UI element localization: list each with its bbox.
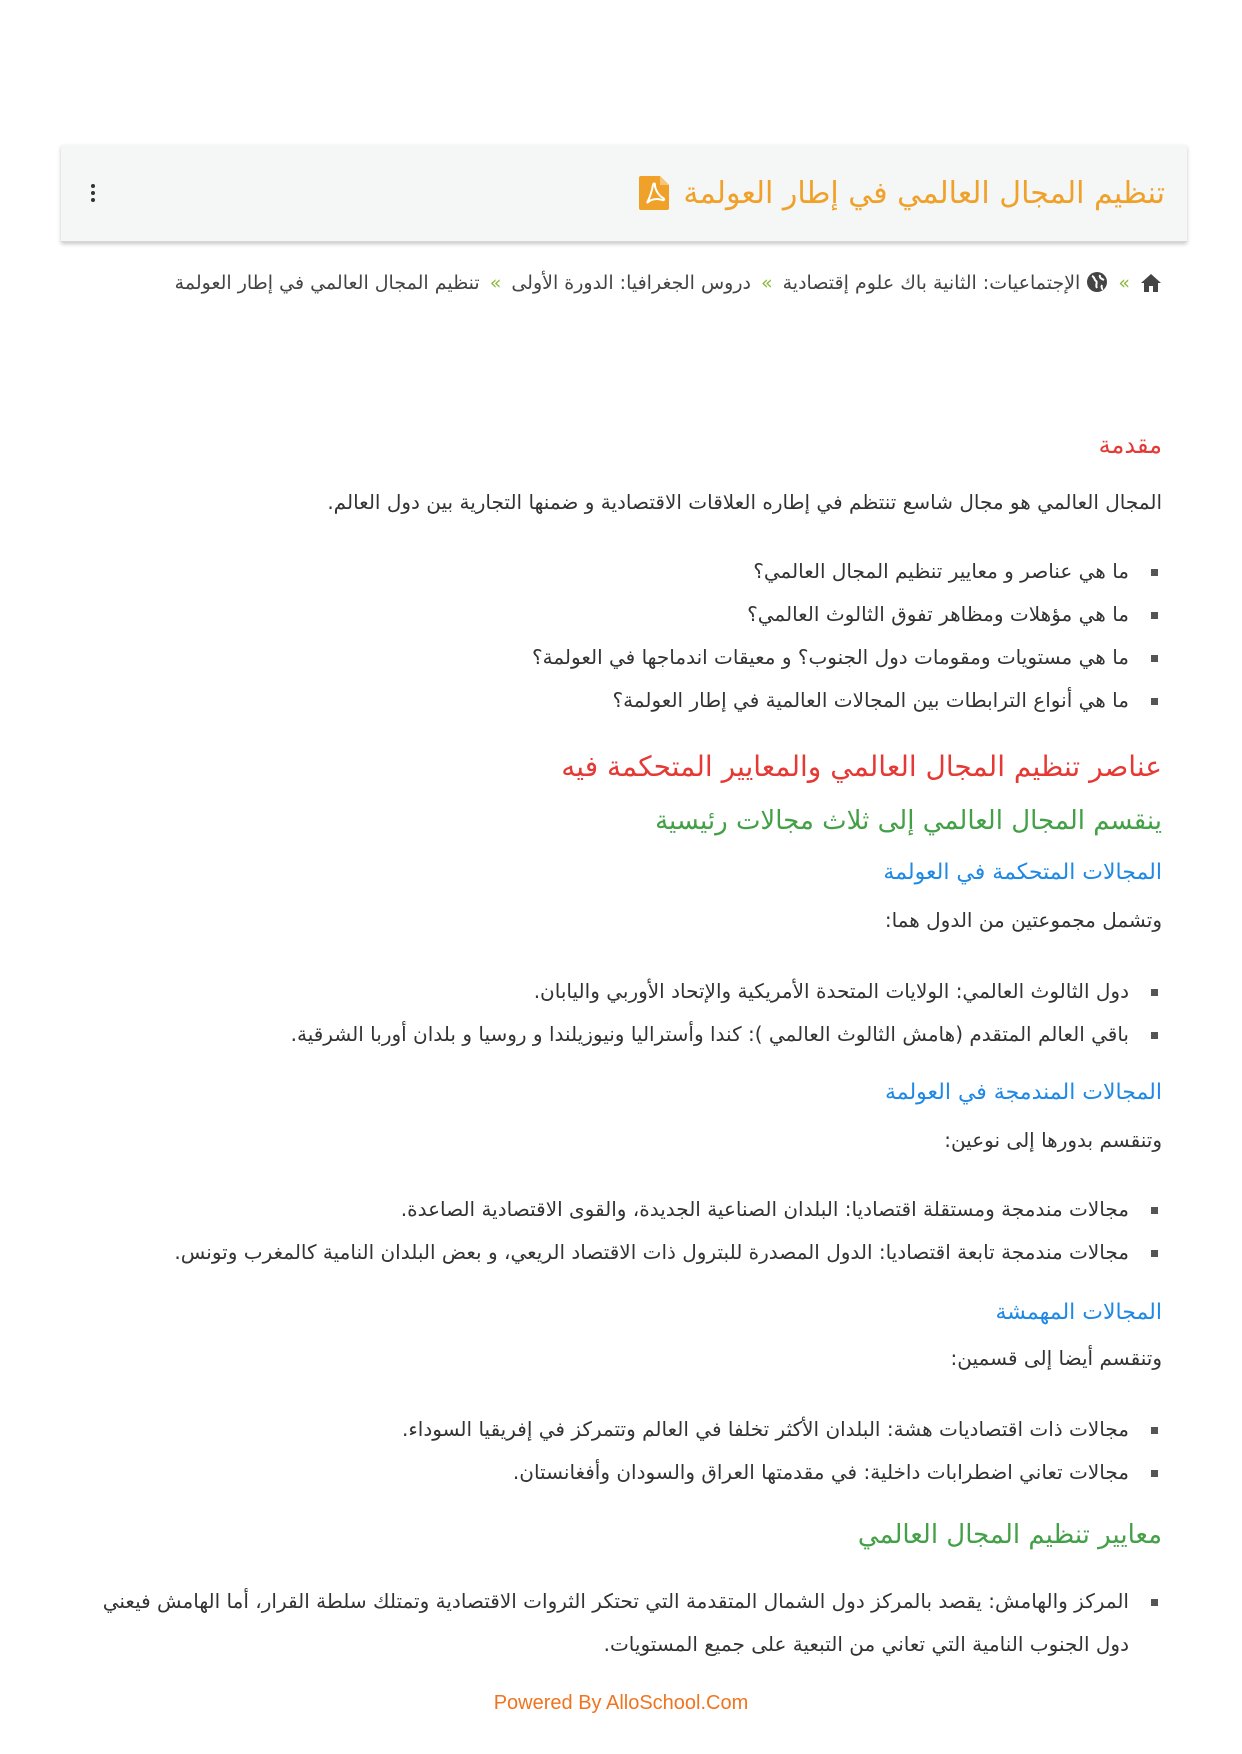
list-item: ما هي أنواع الترابطات بين المجالات العالمية في إطار العولمة؟ bbox=[80, 679, 1162, 722]
list-item: ما هي مؤهلات ومظاهر تفوق الثالوث العالمي؟ bbox=[80, 593, 1162, 636]
list-item: ما هي عناصر و معايير تنظيم المجال العالمي؟ bbox=[80, 550, 1162, 593]
block-list-controlling bbox=[80, 970, 1162, 1056]
block-title-controlling: المجالات المتحكمة في العولمة bbox=[883, 860, 1162, 885]
block-intro: وتنقسم أيضا إلى قسمين: bbox=[950, 1346, 1162, 1370]
breadcrumb-separator: » bbox=[760, 272, 773, 294]
page-header bbox=[61, 145, 1187, 242]
list-item: دول الثالوث العالمي: الولايات المتحدة الأمريكية والإتحاد الأوربي واليابان. bbox=[80, 970, 1162, 1013]
block-title-integrated: المجالات المندمجة في العولمة bbox=[884, 1080, 1162, 1105]
list-item: مجالات مندمجة تابعة اقتصاديا: الدول المصدرة للبترول ذات الاقتصاد الريعي، و بعض البلدان النامية كالمغرب وتونس. bbox=[80, 1231, 1162, 1274]
section1-subheading: ينقسم المجال العالمي إلى ثلاث مجالات رئيسية bbox=[655, 806, 1162, 836]
globe-icon bbox=[1086, 271, 1108, 293]
intro-questions bbox=[80, 550, 1162, 722]
breadcrumb-separator: » bbox=[1118, 272, 1130, 294]
more-vertical-icon[interactable] bbox=[83, 175, 103, 211]
home-icon[interactable] bbox=[1140, 273, 1162, 293]
list-item: مجالات ذات اقتصاديات هشة: البلدان الأكثر تخلفا في العالم وتتمركز في إفريقيا السوداء. bbox=[80, 1408, 1162, 1451]
block-intro: وتشمل مجموعتين من الدول هما: bbox=[884, 908, 1162, 932]
page-title: تنظيم المجال العالمي في إطار العولمة bbox=[683, 175, 1165, 211]
breadcrumb-item-geography[interactable]: دروس الجغرافيا: الدورة الأولى bbox=[511, 272, 751, 294]
list-item: ما هي مستويات ومقومات دول الجنوب؟ و معيقات اندماجها في العولمة؟ bbox=[80, 636, 1162, 679]
block-list-integrated bbox=[80, 1188, 1162, 1274]
block-intro: وتنقسم بدورها إلى نوعين: bbox=[944, 1128, 1162, 1152]
list-item: باقي العالم المتقدم (هامش الثالوث العالمي ): كندا وأستراليا ونيوزيلندا و روسيا و بلدان أوربا الشرقية. bbox=[80, 1013, 1162, 1056]
breadcrumb bbox=[102, 262, 1162, 304]
intro-heading: مقدمة bbox=[1098, 431, 1162, 459]
section2-heading: معايير تنظيم المجال العالمي bbox=[857, 1520, 1162, 1550]
list-item: المركز والهامش: يقصد بالمركز دول الشمال المتقدمة التي تحتكر الثروات الاقتصادية وتمتلك سلطة القرار، أما الهامش فيعني دول الجنوب النامية التي تعاني من التبعية على جميع المستويات. bbox=[80, 1580, 1162, 1666]
list-item: مجالات مندمجة ومستقلة اقتصاديا: البلدان الصناعية الجديدة، والقوى الاقتصادية الصاعدة. bbox=[80, 1188, 1162, 1231]
block-title-marginalized: المجالات المهمشة bbox=[995, 1300, 1162, 1325]
block-list-marginalized bbox=[80, 1408, 1162, 1494]
pdf-file-icon bbox=[639, 176, 669, 210]
breadcrumb-item-social-studies[interactable]: الإجتماعيات: الثانية باك علوم إقتصادية bbox=[782, 272, 1081, 294]
breadcrumb-separator: » bbox=[489, 272, 502, 294]
section2-list bbox=[80, 1580, 1162, 1666]
title-wrap bbox=[639, 145, 1165, 241]
intro-paragraph: المجال العالمي هو مجال شاسع تنتظم في إطاره العلاقات الاقتصادية و ضمنها التجارية بين دول العالم. bbox=[327, 490, 1162, 514]
breadcrumb-item-current: تنظيم المجال العالمي في إطار العولمة bbox=[174, 272, 480, 294]
section1-heading: عناصر تنظيم المجال العالمي والمعايير المتحكمة فيه bbox=[561, 750, 1162, 783]
footer-credit[interactable]: Powered By AlloSchool.Com bbox=[493, 1692, 749, 1714]
list-item: مجالات تعاني اضطرابات داخلية: في مقدمتها العراق والسودان وأفغانستان. bbox=[80, 1451, 1162, 1494]
